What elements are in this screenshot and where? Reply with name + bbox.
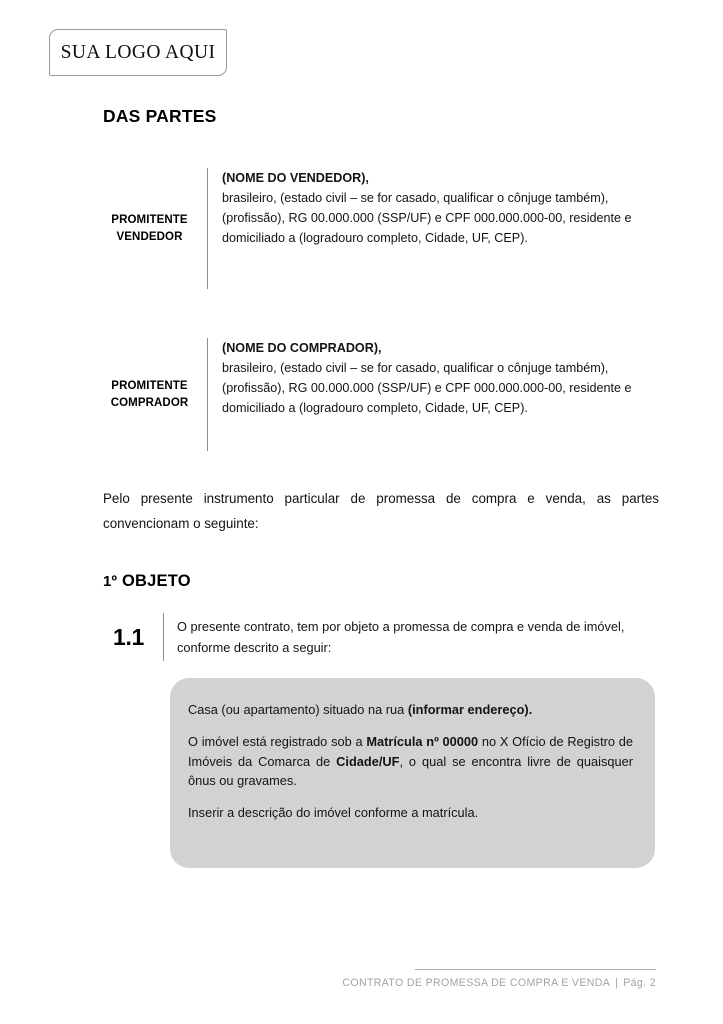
clause-text: O presente contrato, tem por objeto a promessa de compra e venda de imóvel, conforme descrito a seguir: <box>177 618 625 655</box>
callout-line-2-bold2: Cidade/UF <box>336 753 400 769</box>
section-heading-ordinal: 1º <box>103 573 118 590</box>
callout-line-1-plain: Casa (ou apartamento) situado na rua <box>188 702 408 717</box>
footer-separator: | <box>615 977 619 989</box>
intro-paragraph: Pelo presente instrumento particular de promessa de compra e venda, as partes convencionam o seguinte: <box>103 491 659 531</box>
party-block-vendedor <box>103 168 658 289</box>
callout-line-2 <box>188 732 633 791</box>
section-heading-objeto-label: OBJETO <box>117 572 191 590</box>
party-description-comprador: brasileiro, (estado civil – se for casado, qualificar o cônjuge também), (profissão), RG 00.000.000 (SSP/UF) e CPF 000.000.000-00, residente e domiciliado a (logradouro completo, Cidade, UF, CEP). <box>222 361 632 416</box>
party-label-line1: PROMITENTE <box>111 213 188 226</box>
section-heading-das-partes: DAS PARTES <box>103 106 217 126</box>
party-name-comprador: (NOME DO COMPRADOR), <box>222 341 382 355</box>
callout-line-2-part3: , o qual se encontra livre de quaisquer ônus ou gravames. <box>188 753 633 789</box>
clause-1-1 <box>103 613 659 661</box>
clause-number-label: 1.1 <box>112 623 145 650</box>
callout-line-2-part2: no X Ofício de Registro de Imóveis da Comarca de <box>188 733 633 769</box>
party-name-vendedor: (NOME DO VENDEDOR), <box>222 171 369 185</box>
party-body-comprador <box>208 338 658 451</box>
logo-placeholder-box <box>49 29 227 76</box>
party-label-line2: VENDEDOR <box>116 230 183 243</box>
party-body-vendedor <box>208 168 658 289</box>
footer-divider-rule <box>415 969 656 970</box>
footer-page-label: Pág. 2 <box>623 977 656 989</box>
footer-title: CONTRATO DE PROMESSA DE COMPRA E VENDA <box>342 977 611 989</box>
property-description-callout <box>170 678 655 868</box>
party-description-vendedor: brasileiro, (estado civil – se for casado, qualificar o cônjuge também), (profissão), RG 00.000.000 (SSP/UF) e CPF 000.000.000-00, residente e domiciliado a (logradouro completo, Cidade, UF, CEP). <box>222 191 632 246</box>
callout-line-2-bold1: Matrícula nº 00000 <box>366 733 479 749</box>
footer <box>300 977 656 989</box>
party-label-comprador <box>103 338 207 451</box>
section-heading-objeto <box>103 572 191 591</box>
party-label-vendedor <box>103 168 207 289</box>
callout-line-1-bold: (informar endereço). <box>407 702 533 717</box>
party-block-comprador <box>103 338 658 451</box>
callout-line-1 <box>188 700 633 720</box>
party-label-line2: COMPRADOR <box>110 396 189 409</box>
callout-line-3: Inserir a descrição do imóvel conforme a matrícula. <box>188 805 479 821</box>
logo-placeholder-text: SUA LOGO AQUI <box>60 41 216 63</box>
party-label-line1: PROMITENTE <box>111 379 188 392</box>
callout-line-2-part1: O imóvel está registrado sob a <box>188 733 367 749</box>
